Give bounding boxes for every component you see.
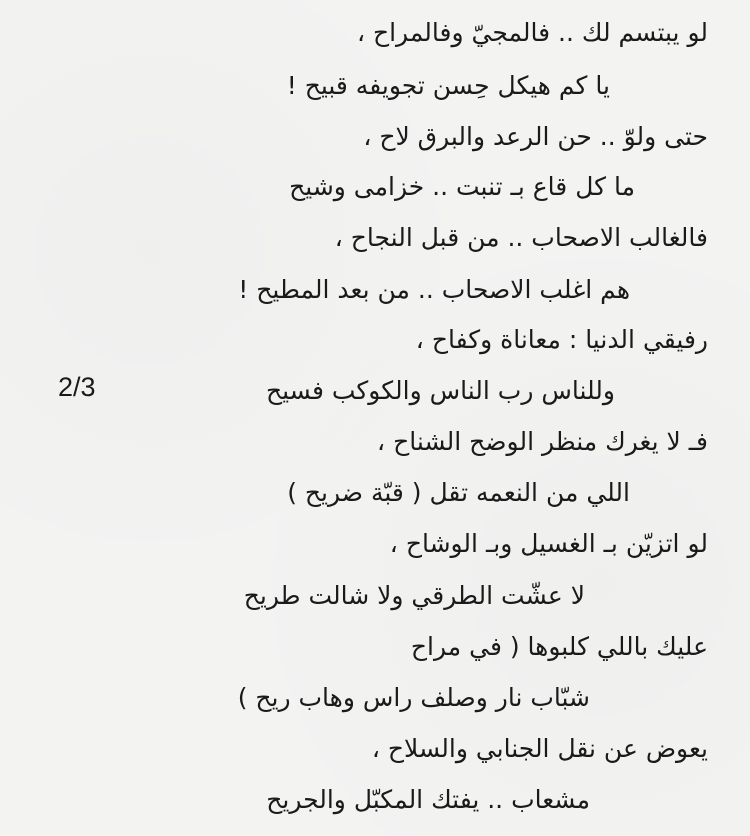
poem-line-2: يا كم هيكل حِسن تجويفه قبيح ! bbox=[286, 71, 610, 100]
poem-line-8: وللناس رب الناس والكوكب فسيح bbox=[265, 376, 615, 405]
poem-line-10: اللي من النعمه تقل ( قبّة ضريح ) bbox=[287, 478, 630, 507]
poem-line-11: لو اتزيّن بـ الغسيل وبـ الوشاح ، bbox=[389, 529, 708, 558]
poem-line-15: يعوض عن نقل الجنابي والسلاح ، bbox=[371, 734, 708, 763]
poem-line-13: عليك باللي كلبوها ( في مراح bbox=[410, 632, 708, 661]
page-number: 2/3 bbox=[58, 372, 96, 402]
poem-line-7: رفيقي الدنيا : معاناة وكفاح ، bbox=[415, 325, 708, 354]
poem-line-1: لو يبتسم لك .. فالمجيّ وفالمراح ، bbox=[356, 18, 708, 47]
poem-line-14: شبّاب نار وصلف راس وهاب ريح ) bbox=[237, 683, 590, 712]
poem-line-16: مشعاب .. يفتك المكبّل والجريح bbox=[266, 785, 590, 814]
poem-line-6: هم اغلب الاصحاب .. من بعد المطيح ! bbox=[238, 275, 630, 304]
poem-line-3: حتى ولوّ .. حن الرعد والبرق لاح ، bbox=[363, 122, 708, 151]
poem-line-4: ما كل قاع بـ تنبت .. خزامى وشيح bbox=[289, 172, 635, 201]
poem-line-12: لا عشّت الطرقي ولا شالت طريح bbox=[243, 581, 585, 610]
poem-line-5: فالغالب الاصحاب .. من قبل النجاح ، bbox=[334, 223, 708, 252]
poem-line-9: فـ لا يغرك منظر الوضح الشناح ، bbox=[377, 427, 708, 456]
